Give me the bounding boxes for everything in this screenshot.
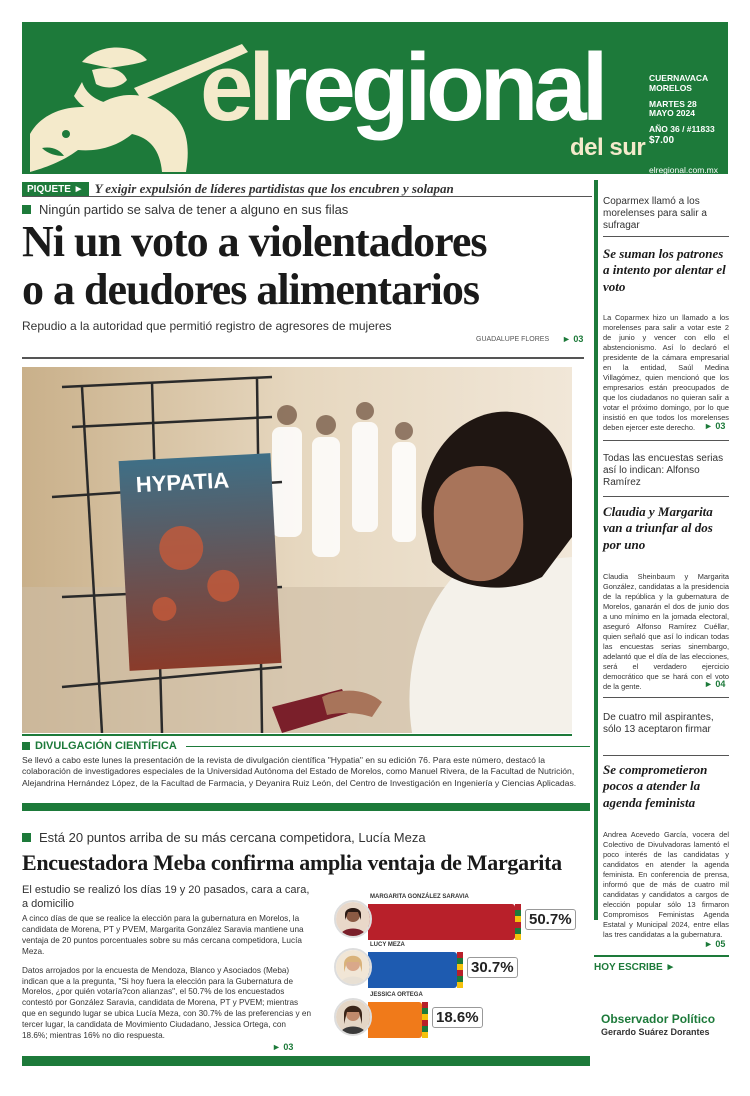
lead-page-ref[interactable]: ► 03 <box>562 334 584 344</box>
candidate-photo-avatar <box>334 900 372 938</box>
edition-city: CUERNAVACA <box>649 73 709 83</box>
sidebar-body: La Coparmex hizo un llamado a los morelenses para salir a votar este 2 de junio y vencer con ello el abstencionismo. Así lo declaró el presidente de la cámara empresarial en la entidad, Saúl Medina Villagómez, quien mencionó que los empresarios están preocupados de que los ciudadanos no quieran salir a votar el próximo domingo, por lo que insistió en que todos los morelenses deben ejercer este derecho. <box>603 313 729 432</box>
poll-bar <box>368 1002 422 1038</box>
poll-row <box>334 992 574 1036</box>
divider <box>603 697 729 698</box>
divider <box>603 755 729 756</box>
second-paragraph-1: A cinco días de que se realice la elección para la gubernatura en Morelos, la candidata de Morena, PT y PVEM, Margarita González Saravia mantiene una ventaja de 20 puntos porcentuales sobre su más cercana competidora, Lucía Meza. <box>22 914 304 956</box>
edition-issue: AÑO 36 / #11833 <box>649 124 715 135</box>
sidebar-body: Andrea Acevedo García, vocera del Colectivo de Divulvadoras lamentó el poco interés de las candidatas y candidatos en atender la agenda feminista. En conferencia de prensa, informó que de más de cuatro mil candidatas y candidatos a cargos de elección popular sólo 13 firmaron Compromisos Feministas Agenda Estatal y Municipal 2024, entre ellas las tres candidatas a la gubernatura. <box>603 830 729 939</box>
candidate-photo-avatar <box>334 998 372 1036</box>
lead-headline-line1: Ni un voto a violentadores <box>22 217 487 266</box>
brand-sub: del sur <box>570 134 646 161</box>
sidebar-headline: Se comprometieron pocos a atender la agenda feminista <box>603 762 708 810</box>
sidebar-page-ref[interactable]: ► 03 <box>704 421 726 431</box>
photo-illustration <box>22 367 572 733</box>
column-title[interactable]: Observador Político <box>601 1012 716 1026</box>
kicker-square-icon <box>22 205 31 214</box>
hoy-escribe-label: HOY ESCRIBE ► <box>594 962 676 973</box>
second-paragraph-2: Datos arrojados por la encuesta de Mendoza, Blanco y Asociados (Meba) indican que a la pregunta, "Si hoy fuera la elección para la Gubernatura de Morelos, ¿por quién votaría?con alianzas", el 50.7% de los encuestados contestó por González Saravia, candidata de Morena, PT y PVEM; mientras que en segundo lugar se ubica Lucía Meza, con 30.7% de las preferencias y en tercer lugar, la candidata de Movimiento Ciudadano, Jessica Ortega, con 18.6%; mientras 16% no dio respuesta. <box>22 965 312 1041</box>
sidebar-story-2-head <box>603 504 729 553</box>
lead-kicker <box>22 202 348 217</box>
photo-caption: Se llevó a cabo este lunes la presentación de la revista de divulgación científica "Hypatia" en su edición 76. Para este número, destacó la colaboración de investigadores especiales de la Universidad Autónoma del Estado de Morelos, como Manuel Rivera, de la Facultad de Nutrición, Alejandrina Hernández López, de la Facultad de Farmacia, y Deyanira Ruiz León, del Centro de Investigación en Ingeniería y Ciencias Aplicadas. <box>22 755 577 788</box>
lead-headline-line2: o a deudores alimentarios <box>22 265 479 315</box>
candidate-photo-avatar <box>334 948 372 986</box>
poll-candidate-name: LUCY MEZA <box>370 942 405 948</box>
sidebar-story-2-body <box>603 572 729 692</box>
poll-candidate-name: JESSICA ORTEGA <box>370 992 423 998</box>
poll-percent: 50.7% <box>525 909 576 930</box>
sidebar-headline: Claudia y Margarita van a triunfar al dos por uno <box>603 504 713 552</box>
poll-bar <box>368 952 457 988</box>
second-kicker <box>22 830 426 845</box>
second-page-ref[interactable]: ► 03 <box>272 1042 294 1052</box>
label-square-icon <box>22 742 30 750</box>
divider <box>603 496 729 497</box>
sidebar-story-1-head <box>603 246 729 295</box>
magazine-title: HYPATIA <box>135 467 230 498</box>
divider <box>186 746 590 747</box>
sidebar-story-3-body <box>603 830 729 940</box>
piquete-text: Y exigir expulsión de líderes partidistas que los encubren y solapan <box>94 181 454 196</box>
second-body <box>22 914 312 1050</box>
hoy-escribe-bar <box>594 955 729 971</box>
second-headline[interactable]: Encuestadora Meba confirma amplia ventaja de Margarita <box>22 850 562 875</box>
sidebar-headline: Se suman los patrones a intento por alentar el voto <box>603 246 726 294</box>
second-kicker-text: Está 20 puntos arriba de su más cercana competidora, Lucía Meza <box>39 830 426 845</box>
second-deck: El estudio se realizó los días 19 y 20 pasados, cara a cara, a domicilio <box>22 884 310 911</box>
divider <box>22 196 592 197</box>
poll-candidate-name: MARGARITA GONZÁLEZ SARAVIA <box>370 894 469 900</box>
sidebar-story-1-body <box>603 313 729 433</box>
edition-day: MARTES 28 <box>649 98 697 109</box>
party-logos-icon <box>515 904 521 940</box>
divider <box>22 357 584 359</box>
sidebar-intro: Todas las encuestas serias así lo indican: Alfonso Ramírez <box>603 453 724 488</box>
masthead <box>22 22 728 174</box>
divider <box>603 440 729 441</box>
caption-label <box>22 740 177 752</box>
poll-bar <box>368 904 515 940</box>
sidebar-intro: Coparmex llamó a los morelenses para salir a sufragar <box>603 196 707 231</box>
sidebar-page-ref[interactable]: ► 04 <box>704 679 726 689</box>
party-logos-icon <box>422 1002 428 1038</box>
sidebar-story-1[interactable] <box>603 196 729 231</box>
brand-el: el <box>200 34 271 141</box>
sidebar-body: Claudia Sheinbaum y Margarita González, candidatas a la presidencia de la república y la gubernatura de Morelos, ganarán el dos de junio dos a uno mínimo en la jornada electoral, aseguró Alfonso Ramírez Cuéllar, quien señaló que así lo indican todas las encuestas serias sinembargo, adelantó que el día de las elecciones, será el verdadero ejercicio democrático que se hará con el voto de la gente. <box>603 572 729 691</box>
poll-row <box>334 894 574 938</box>
edition-info <box>649 73 727 174</box>
section-band <box>22 1056 590 1066</box>
divider <box>603 236 729 237</box>
sidebar-intro: De cuatro mil aspirantes, sólo 13 aceptaron firmar <box>603 712 714 735</box>
lead-deck: Repudio a la autoridad que permitió registro de agresores de mujeres <box>22 319 392 333</box>
lead-byline: GUADALUPE FLORES <box>476 336 550 343</box>
section-band <box>22 803 590 811</box>
sidebar-rule <box>594 180 598 920</box>
edition-price: $7.00 <box>649 134 675 146</box>
party-logos-icon <box>457 952 463 988</box>
sidebar-page-ref[interactable]: ► 05 <box>704 939 726 949</box>
poll-chart <box>334 894 574 1044</box>
edition-state: MORELOS <box>649 82 692 93</box>
sidebar-story-3-head <box>603 762 729 811</box>
poll-percent: 30.7% <box>467 957 518 978</box>
piquete-tag: PIQUETE ► <box>22 182 89 197</box>
caption-label-text: DIVULGACIÓN CIENTÍFICA <box>35 740 177 752</box>
poll-percent: 18.6% <box>432 1007 483 1028</box>
column-author: Gerardo Suárez Dorantes <box>601 1027 710 1037</box>
lead-headline[interactable] <box>22 218 592 315</box>
lead-photo <box>22 367 572 733</box>
site-url[interactable]: elregional.com.mx <box>649 165 718 174</box>
piquete-strip <box>22 181 454 197</box>
sidebar-story-3[interactable] <box>603 712 729 736</box>
kicker-square-icon <box>22 833 31 842</box>
edition-month: MAYO 2024 <box>649 108 695 119</box>
poll-row <box>334 942 574 986</box>
divider <box>22 734 572 736</box>
brand-regional: regional <box>270 34 604 141</box>
brand-logo <box>200 34 604 141</box>
sidebar-story-2[interactable] <box>603 453 729 488</box>
lead-kicker-text: Ningún partido se salva de tener a alguno en sus filas <box>39 202 349 217</box>
